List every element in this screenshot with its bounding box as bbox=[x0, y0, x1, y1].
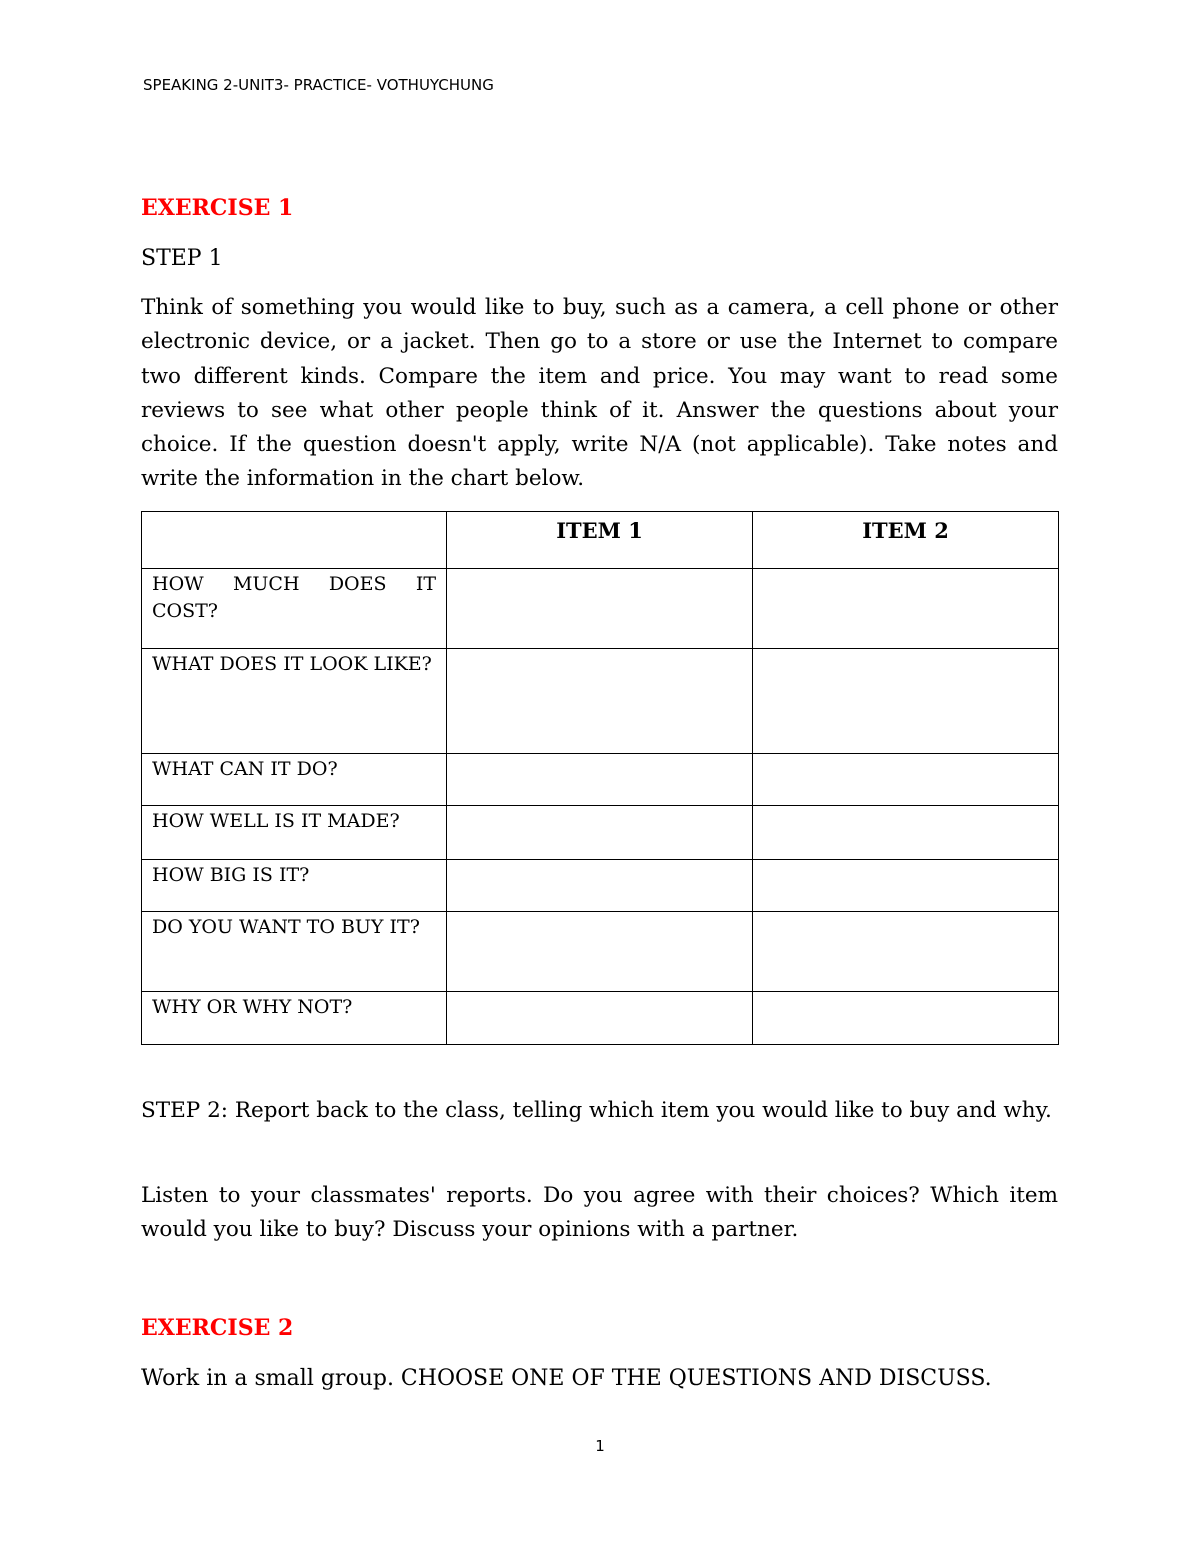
question-why: WHY OR WHY NOT? bbox=[142, 992, 447, 1045]
chart-header-row bbox=[142, 512, 1059, 569]
answer-cell-item-2[interactable] bbox=[753, 569, 1059, 649]
answer-cell-item-2[interactable] bbox=[753, 806, 1059, 860]
question-size: HOW BIG IS IT? bbox=[142, 860, 447, 912]
answer-cell-item-1[interactable] bbox=[447, 860, 753, 912]
step-1-label: STEP 1 bbox=[141, 246, 223, 271]
answer-cell-item-2[interactable] bbox=[753, 912, 1059, 992]
listen-instructions bbox=[141, 1179, 1058, 1248]
exercise-2-title-text: EXERCISE 2 bbox=[141, 1315, 294, 1341]
question-cost: HOW MUCH DOES IT COST? bbox=[142, 569, 447, 649]
comparison-chart bbox=[141, 511, 1059, 1045]
answer-cell-item-2[interactable] bbox=[753, 992, 1059, 1045]
table-row bbox=[142, 649, 1059, 754]
table-row bbox=[142, 860, 1059, 912]
answer-cell-item-2[interactable] bbox=[753, 754, 1059, 806]
chart-header-item-1: ITEM 1 bbox=[447, 512, 753, 569]
table-row bbox=[142, 806, 1059, 860]
answer-cell-item-2[interactable] bbox=[753, 649, 1059, 754]
table-row bbox=[142, 992, 1059, 1045]
step-2 bbox=[141, 1094, 1058, 1128]
exercise-2-title bbox=[141, 1315, 1058, 1341]
answer-cell-item-1[interactable] bbox=[447, 806, 753, 860]
step-1-paragraph: Think of something you would like to buy, such as a camera, a cell phone or other electronic device, or a jacket. Then go to a store or use the Internet to compare two different kinds. Compare the item and price. You may want to read some reviews to see what other people think of it. Answer the questions about your choice. If the question doesn't apply, write N/A (not applicable). Take notes and write the information in the chart below. bbox=[141, 295, 1058, 492]
step-1-instructions bbox=[141, 291, 1058, 497]
answer-cell-item-1[interactable] bbox=[447, 649, 753, 754]
step-2-paragraph: STEP 2: Report back to the class, telling which item you would like to buy and why. bbox=[141, 1098, 1052, 1123]
chart-header-blank bbox=[142, 512, 447, 569]
chart-header-item-2: ITEM 2 bbox=[753, 512, 1059, 569]
question-quality: HOW WELL IS IT MADE? bbox=[142, 806, 447, 860]
table-row bbox=[142, 754, 1059, 806]
question-function: WHAT CAN IT DO? bbox=[142, 754, 447, 806]
exercise-1-title-text: EXERCISE 1 bbox=[141, 195, 294, 221]
exercise-2-instruction: Work in a small group. CHOOSE ONE OF THE QUESTIONS AND DISCUSS. bbox=[141, 1366, 992, 1391]
answer-cell-item-1[interactable] bbox=[447, 912, 753, 992]
listen-paragraph: Listen to your classmates' reports. Do you agree with their choices? Which item would you like to buy? Discuss your opinions with a partner. bbox=[141, 1183, 1058, 1243]
answer-cell-item-1[interactable] bbox=[447, 992, 753, 1045]
page-number: 1 bbox=[595, 1437, 605, 1455]
answer-cell-item-2[interactable] bbox=[753, 860, 1059, 912]
table-row bbox=[142, 912, 1059, 992]
answer-cell-item-1[interactable] bbox=[447, 569, 753, 649]
table-row bbox=[142, 569, 1059, 649]
exercise-1-title bbox=[141, 195, 1058, 221]
question-buy: DO YOU WANT TO BUY IT? bbox=[142, 912, 447, 992]
question-look: WHAT DOES IT LOOK LIKE? bbox=[142, 649, 447, 754]
answer-cell-item-1[interactable] bbox=[447, 754, 753, 806]
page-header: SPEAKING 2-UNIT3- PRACTICE- VOTHUYCHUNG bbox=[143, 76, 494, 94]
